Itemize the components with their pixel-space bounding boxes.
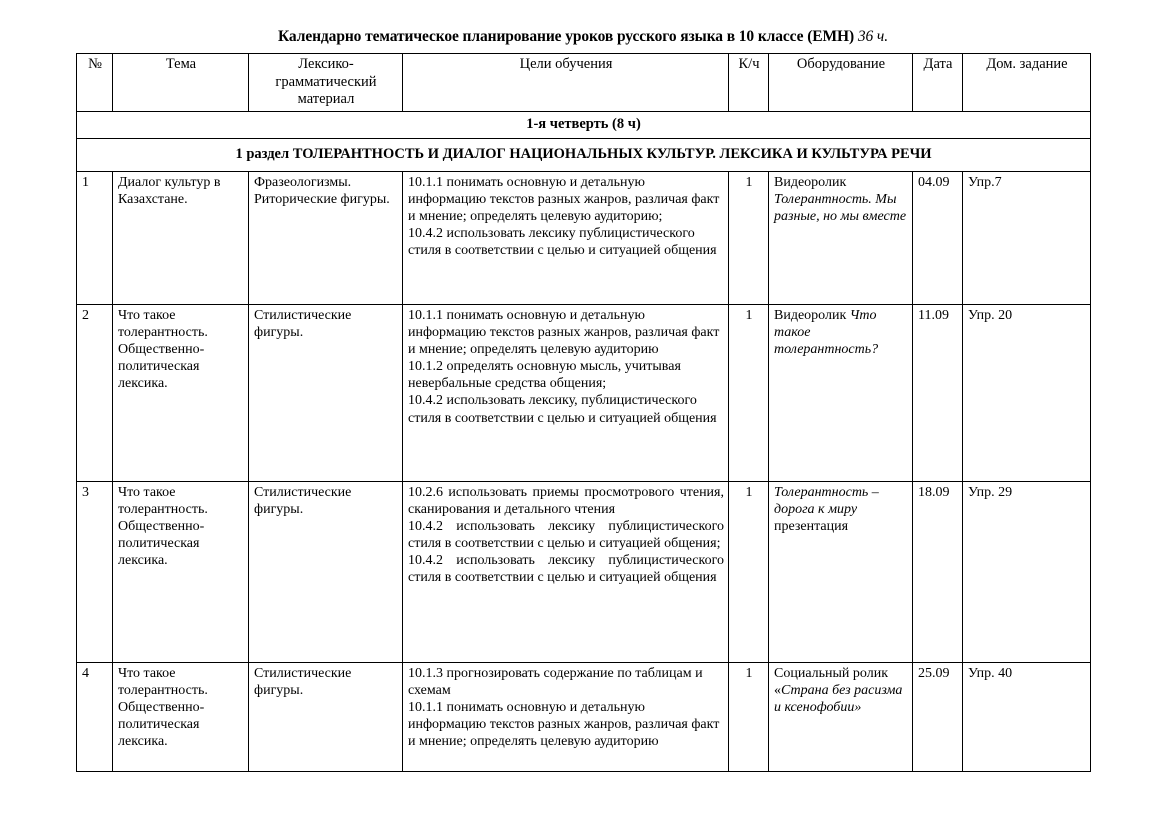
equipment-title: Толерантность – дорога к миру [774, 485, 879, 518]
page-title [76, 28, 1090, 46]
calendar-thematic-plan-table [76, 53, 1091, 772]
equipment-title: Страна без расизма и ксенофобии» [774, 683, 903, 716]
cell-number: 4 [77, 663, 113, 772]
cell-learning-objectives [403, 172, 729, 305]
band-row-section [77, 139, 1091, 172]
table-header [77, 54, 1091, 112]
equipment-title: Толерантность. Мы разные, но мы вместе [774, 192, 907, 225]
cell-number: 2 [77, 305, 113, 482]
cell-lexical-material: Стилистические фигуры. [249, 305, 403, 482]
cell-lexical-material: Стилистические фигуры. [249, 482, 403, 663]
objective-line: 10.1.3 прогнозировать содержание по таблицам и схемам [408, 666, 703, 699]
cell-date: 04.09 [913, 172, 963, 305]
table-row [77, 305, 1091, 482]
table-row [77, 172, 1091, 305]
band-row-quarter [77, 112, 1091, 139]
column-header-equipment: Оборудование [769, 54, 913, 112]
cell-date: 25.09 [913, 663, 963, 772]
column-header-learning-objectives: Цели обучения [403, 54, 729, 112]
objective-line: 10.4.2 использовать лексику публицистического стиля в соответствии с целью и ситуацией общения; [408, 519, 724, 552]
cell-hours: 1 [729, 482, 769, 663]
cell-homework: Упр. 29 [963, 482, 1091, 663]
column-header-topic: Тема [113, 54, 249, 112]
equipment-plain: Видеоролик [774, 175, 847, 191]
objective-line: 10.1.1 понимать основную и детальную информацию текстов разных жанров, различая факт и мнение; определять целевую аудиторию [408, 700, 720, 750]
column-header-lexical-grammar-material: Лексико-грамматический материал [249, 54, 403, 112]
cell-learning-objectives [403, 305, 729, 482]
cell-topic: Что такое толерантность. Общественно-политическая лексика. [113, 482, 249, 663]
cell-equipment [769, 172, 913, 305]
band-label-quarter: 1-я четверть (8 ч) [77, 112, 1091, 139]
cell-date: 18.09 [913, 482, 963, 663]
cell-number: 1 [77, 172, 113, 305]
cell-date: 11.09 [913, 305, 963, 482]
page-title-main: Календарно тематическое планирование уроков русского языка в 10 классе (ЕМН) [278, 28, 855, 45]
column-header-number: № [77, 54, 113, 112]
objective-line: 10.4.2 использовать лексику публицистического стиля в соответствии с целью и ситуацией общения [408, 226, 717, 259]
cell-equipment [769, 663, 913, 772]
objective-line: 10.1.1 понимать основную и детальную информацию текстов разных жанров, различая факт и мнение; определять целевую аудиторию [408, 308, 720, 358]
cell-learning-objectives [403, 663, 729, 772]
cell-topic: Диалог культур в Казахстане. [113, 172, 249, 305]
table-row [77, 482, 1091, 663]
cell-equipment [769, 305, 913, 482]
cell-equipment [769, 482, 913, 663]
cell-lexical-material: Стилистические фигуры. [249, 663, 403, 772]
column-header-hours: К/ч [729, 54, 769, 112]
objective-line: 10.1.1 понимать основную и детальную информацию текстов разных жанров, различая факт и мнение; определять целевую аудиторию; [408, 175, 720, 225]
cell-homework: Упр. 20 [963, 305, 1091, 482]
cell-lexical-material: Фразеологизмы. Риторические фигуры. [249, 172, 403, 305]
column-header-homework: Дом. задание [963, 54, 1091, 112]
objective-line: 10.4.2 использовать лексику, публицистического стиля в соответствии с целью и ситуацией общения [408, 393, 717, 426]
cell-topic: Что такое толерантность. Общественно-политическая лексика. [113, 305, 249, 482]
table-row [77, 663, 1091, 772]
column-header-date: Дата [913, 54, 963, 112]
table-header-row [77, 54, 1091, 112]
band-label-section: 1 раздел ТОЛЕРАНТНОСТЬ И ДИАЛОГ НАЦИОНАЛЬНЫХ КУЛЬТУР. ЛЕКСИКА И КУЛЬТУРА РЕЧИ [77, 139, 1091, 172]
cell-learning-objectives [403, 482, 729, 663]
objective-line: 10.1.2 определять основную мысль, учитывая невербальные средства общения; [408, 359, 681, 392]
cell-hours: 1 [729, 663, 769, 772]
cell-topic: Что такое толерантность. Общественно-политическая лексика. [113, 663, 249, 772]
objective-line: 10.4.2 использовать лексику публицистического стиля в соответствии с целью и ситуацией общения [408, 553, 724, 586]
equipment-plain: Социальный ролик « [774, 666, 889, 699]
equipment-plain: Видеоролик [774, 308, 847, 324]
cell-hours: 1 [729, 172, 769, 305]
equipment-plain: презентация [774, 519, 849, 535]
cell-hours: 1 [729, 305, 769, 482]
table-body [77, 112, 1091, 772]
objective-line: 10.2.6 использовать приемы просмотрового чтения, сканирования и детального чтения [408, 485, 724, 518]
cell-homework: Упр. 40 [963, 663, 1091, 772]
page-title-hours: 36 ч. [857, 28, 888, 45]
cell-number: 3 [77, 482, 113, 663]
equipment-title: Что такое толерантность? [774, 308, 879, 358]
cell-homework: Упр.7 [963, 172, 1091, 305]
